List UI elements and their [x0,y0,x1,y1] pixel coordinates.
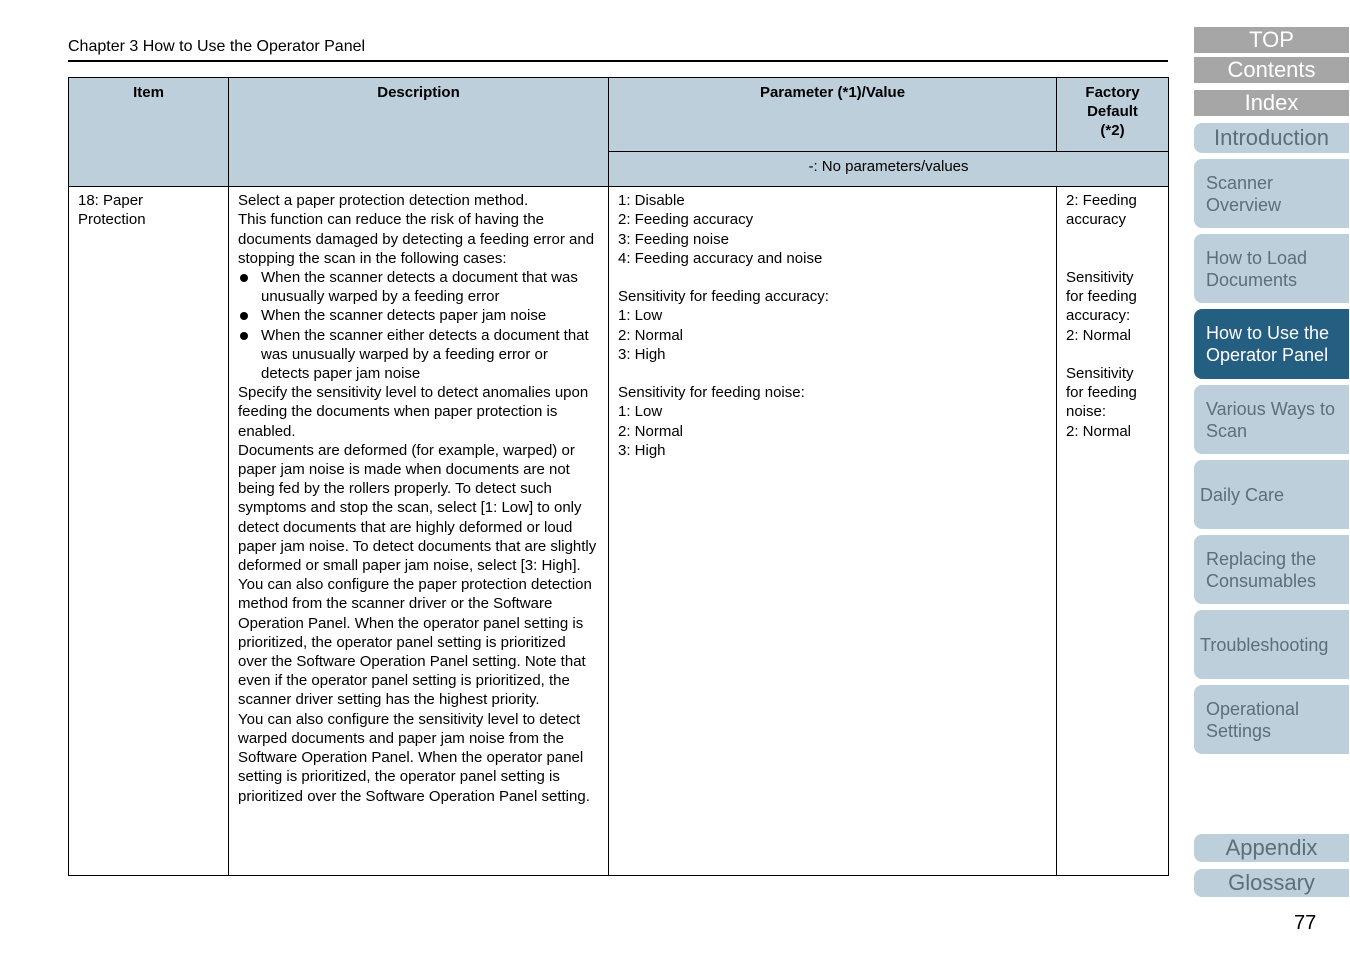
settings-table [68,77,1169,876]
nav-appendix-button[interactable]: Appendix [1194,834,1349,862]
nav-tab-scanner-overview[interactable]: Scanner Overview [1194,159,1349,228]
item-cell: 18: Paper Protection [69,187,229,876]
header-rule [68,60,1168,62]
nav-tab-troubleshooting[interactable]: Troubleshooting [1194,610,1349,679]
header-factory-default: Factory Default (*2) [1057,78,1169,152]
table-row [69,187,1169,876]
nav-top-button[interactable]: TOP [1194,27,1349,53]
nav-index-button[interactable]: Index [1194,90,1349,116]
nav-tab-introduction[interactable]: Introduction [1194,123,1349,153]
nav-tab-various-ways-to-scan[interactable]: Various Ways to Scan [1194,385,1349,454]
bullet-item: When the scanner detects paper jam noise [238,306,599,325]
bullet-item: When the scanner detects a document that was unusually warped by a feeding error [238,268,599,306]
nav-tab-consumables[interactable]: Replacing the Consumables [1194,535,1349,604]
factory-default-cell: 2: Feeding accuracy Sensitivity for feeding accuracy: 2: Normal Sensitivity for feeding noise: 2: Normal [1057,187,1169,876]
nav-tab-operator-panel[interactable]: How to Use the Operator Panel [1194,309,1349,379]
nav-contents-button[interactable]: Contents [1194,57,1349,83]
bullet-item: When the scanner either detects a document that was unusually warped by a feeding error or detects paper jam noise [238,326,599,384]
no-parameters-note: -: No parameters/values [609,152,1169,187]
table-header-row [69,78,1169,152]
page-number: 77 [1294,912,1317,934]
chapter-title: Chapter 3 How to Use the Operator Panel [68,38,366,55]
nav-tab-operational-settings[interactable]: Operational Settings [1194,685,1349,754]
description-cell: Select a paper protection detection method. This function can reduce the risk of having the documents damaged by detecting a feeding error and stopping the scan in the following cases: When the scanner detects a document that was unusually warped by a feeding error When the scanner detects paper jam noise When the scanner either detects a document that was unusually warped by a feeding error or detects paper jam noise Specify the sensitivity level to detect anomalies upon feeding the documents when paper protection is enabled. Documents are deformed (for example, warped) or paper jam noise is made when documents are not being fed by the rollers properly. To detect such symptoms and stop the scan, select [1: Low] to only detect documents that are highly deformed or loud paper jam noise. To detect documents that are slightly deformed or small paper jam noise, select [3: High]. You can also configure the paper protection detection method from the scanner driver or the Software Operation Panel. When the operator panel setting is prioritized, the operator panel setting is prioritized over the Software Operation Panel setting. Note that even if the operator panel setting is prioritized, the scanner driver setting has the highest priority. You can also configure the sensitivity level to detect warped documents and paper jam noise from the Software Operation Panel. When the operator panel setting is prioritized, the operator panel setting is prioritized over the Software Operation Panel setting. [229,187,609,876]
nav-glossary-button[interactable]: Glossary [1194,869,1349,897]
nav-tab-load-documents[interactable]: How to Load Documents [1194,234,1349,303]
nav-tab-daily-care[interactable]: Daily Care [1194,460,1349,529]
header-item: Item [69,78,229,187]
parameter-cell: 1: Disable 2: Feeding accuracy 3: Feeding noise 4: Feeding accuracy and noise Sensitivity for feeding accuracy: 1: Low 2: Normal 3: High Sensitivity for feeding noise: 1: Low 2: Normal 3: High [609,187,1057,876]
header-description: Description [229,78,609,187]
header-parameter: Parameter (*1)/Value [609,78,1057,152]
